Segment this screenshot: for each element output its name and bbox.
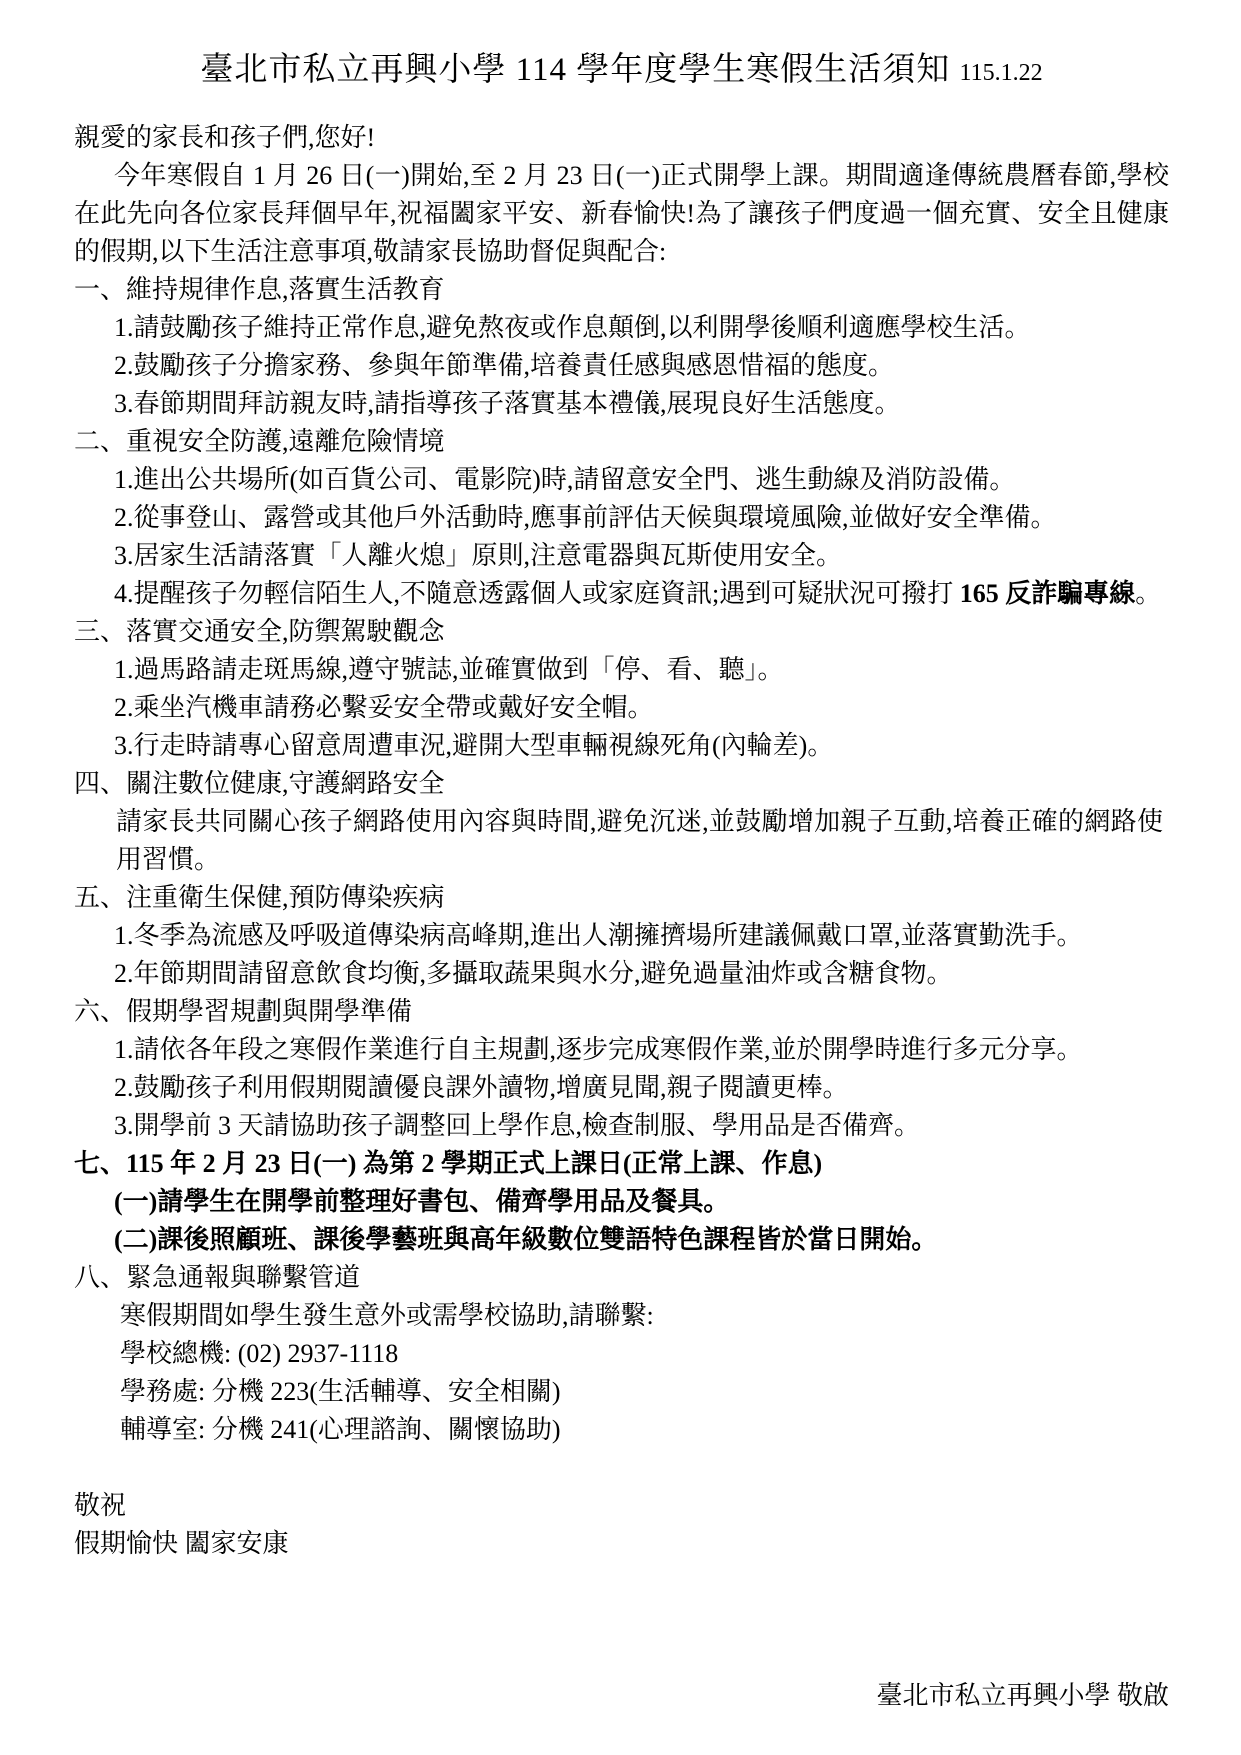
section-2-item-1: 1.進出公共場所(如百貨公司、電影院)時,請留意安全門、逃生動線及消防設備。 [114,465,1016,494]
section-1-item-3: 3.春節期間拜訪親友時,請指導孩子落實基本禮儀,展現良好生活態度。 [114,389,901,418]
section-5-item-1: 1.冬季為流感及呼吸道傳染病高峰期,進出人潮擁擠場所建議佩戴口罩,並落實勤洗手。 [114,921,1083,950]
closing-salute: 敬祝 [74,1491,127,1520]
section-6 [74,993,1169,1145]
section-1 [74,271,1169,423]
section-2 [74,423,1169,613]
greeting: 親愛的家長和孩子們,您好! [74,123,376,152]
section-7-item-2: (二)課後照顧班、課後學藝班與高年級數位雙語特色課程皆於當日開始。 [114,1225,938,1254]
section-3-item-1: 1.過馬路請走斑馬線,遵守號誌,並確實做到「停、看、聽」。 [114,655,784,684]
section-3-item-2: 2.乘坐汽機車請務必繫妥安全帶或戴好安全帽。 [114,693,654,722]
section-2-item-3: 3.居家生活請落實「人離火熄」原則,注意電器與瓦斯使用安全。 [114,541,843,570]
section-8 [74,1259,1169,1449]
section-5-item-2: 2.年節期間請留意飲食均衡,多攝取蔬果與水分,避免過量油炸或含糖食物。 [114,959,953,988]
section-6-item-1: 1.請依各年段之寒假作業進行自主規劃,逐步完成寒假作業,並於開學時進行多元分享。 [114,1035,1083,1064]
section-7 [74,1145,1169,1259]
section-4 [74,765,1169,879]
section-7-heading: 七、115 年 2 月 23 日(一) 為第 2 學期正式上課日(正常上課、作息) [74,1149,823,1178]
section-4-body: 請家長共同關心孩子網路使用內容與時間,避免沉迷,並鼓勵增加親子互動,培養正確的網路使用習慣。 [116,807,1163,874]
section-2-heading: 二、重視安全防護,遠離危險情境 [74,427,445,456]
student-affairs-ext-line: 學務處: 分機 223(生活輔導、安全相關) [120,1377,561,1406]
section-2-item-4 [74,575,1169,613]
closing-block [74,1487,1169,1563]
title-date: 115.1.22 [959,60,1043,86]
section-4-heading: 四、關注數位健康,守護網路安全 [74,769,445,798]
closing-wish: 假期愉快 闔家安康 [74,1529,289,1558]
section-5-heading: 五、注重衛生保健,預防傳染疾病 [74,883,445,912]
intro-paragraph: 今年寒假自 1 月 26 日(一)開始,至 2 月 23 日(一)正式開學上課。期間適逢傳統農曆春節,學校在此先向各位家長拜個早年,祝福闔家平安、新春愉快!為了讓孩子們度過一個充實、安全且健康的假期,以下生活注意事項,敬請家長協助督促與配合: [74,161,1169,266]
section-5 [74,879,1169,993]
section-1-heading: 一、維持規律作息,落實生活教育 [74,275,445,304]
section-2-item-2: 2.從事登山、露營或其他戶外活動時,應事前評估天候與環境風險,並做好安全準備。 [114,503,1057,532]
page-title [74,46,1169,97]
section-8-heading: 八、緊急通報與聯繫管道 [74,1263,361,1292]
section-6-heading: 六、假期學習規劃與開學準備 [74,997,413,1026]
title-text: 臺北市私立再興小學 114 學年度學生寒假生活須知 [200,52,951,88]
section-3 [74,613,1169,765]
section-3-heading: 三、落實交通安全,防禦駕駛觀念 [74,617,445,646]
section-7-item-1: (一)請學生在開學前整理好書包、備齊學用品及餐具。 [114,1187,730,1216]
section-1-item-1: 1.請鼓勵孩子維持正常作息,避免熬夜或作息顛倒,以利開學後順利適應學校生活。 [114,313,1031,342]
section-2-item-4-period: 。 [1135,579,1162,608]
section-1-item-2: 2.鼓勵孩子分擔家務、參與年節準備,培養責任感與感恩惜福的態度。 [114,351,895,380]
counseling-ext-line: 輔導室: 分機 241(心理諮詢、關懷協助) [120,1415,561,1444]
section-6-item-2: 2.鼓勵孩子利用假期閱讀優良課外讀物,增廣見聞,親子閱讀更棒。 [114,1073,849,1102]
signature: 臺北市私立再興小學 敬啟 [876,1681,1169,1710]
section-3-item-3: 3.行走時請專心留意周遭車況,避開大型車輛視線死角(內輪差)。 [114,731,834,760]
section-2-item-4-text: 4.提醒孩子勿輕信陌生人,不隨意透露個人或家庭資訊;遇到可疑狀況可撥打 [114,579,960,608]
section-6-item-3: 3.開學前 3 天請協助孩子調整回上學作息,檢查制服、學用品是否備齊。 [114,1111,921,1140]
section-8-contact-intro: 寒假期間如學生發生意外或需學校協助,請聯繫: [120,1301,654,1330]
anti-fraud-hotline: 165 反詐騙專線 [959,579,1136,608]
school-phone-line: 學校總機: (02) 2937-1118 [120,1339,399,1368]
